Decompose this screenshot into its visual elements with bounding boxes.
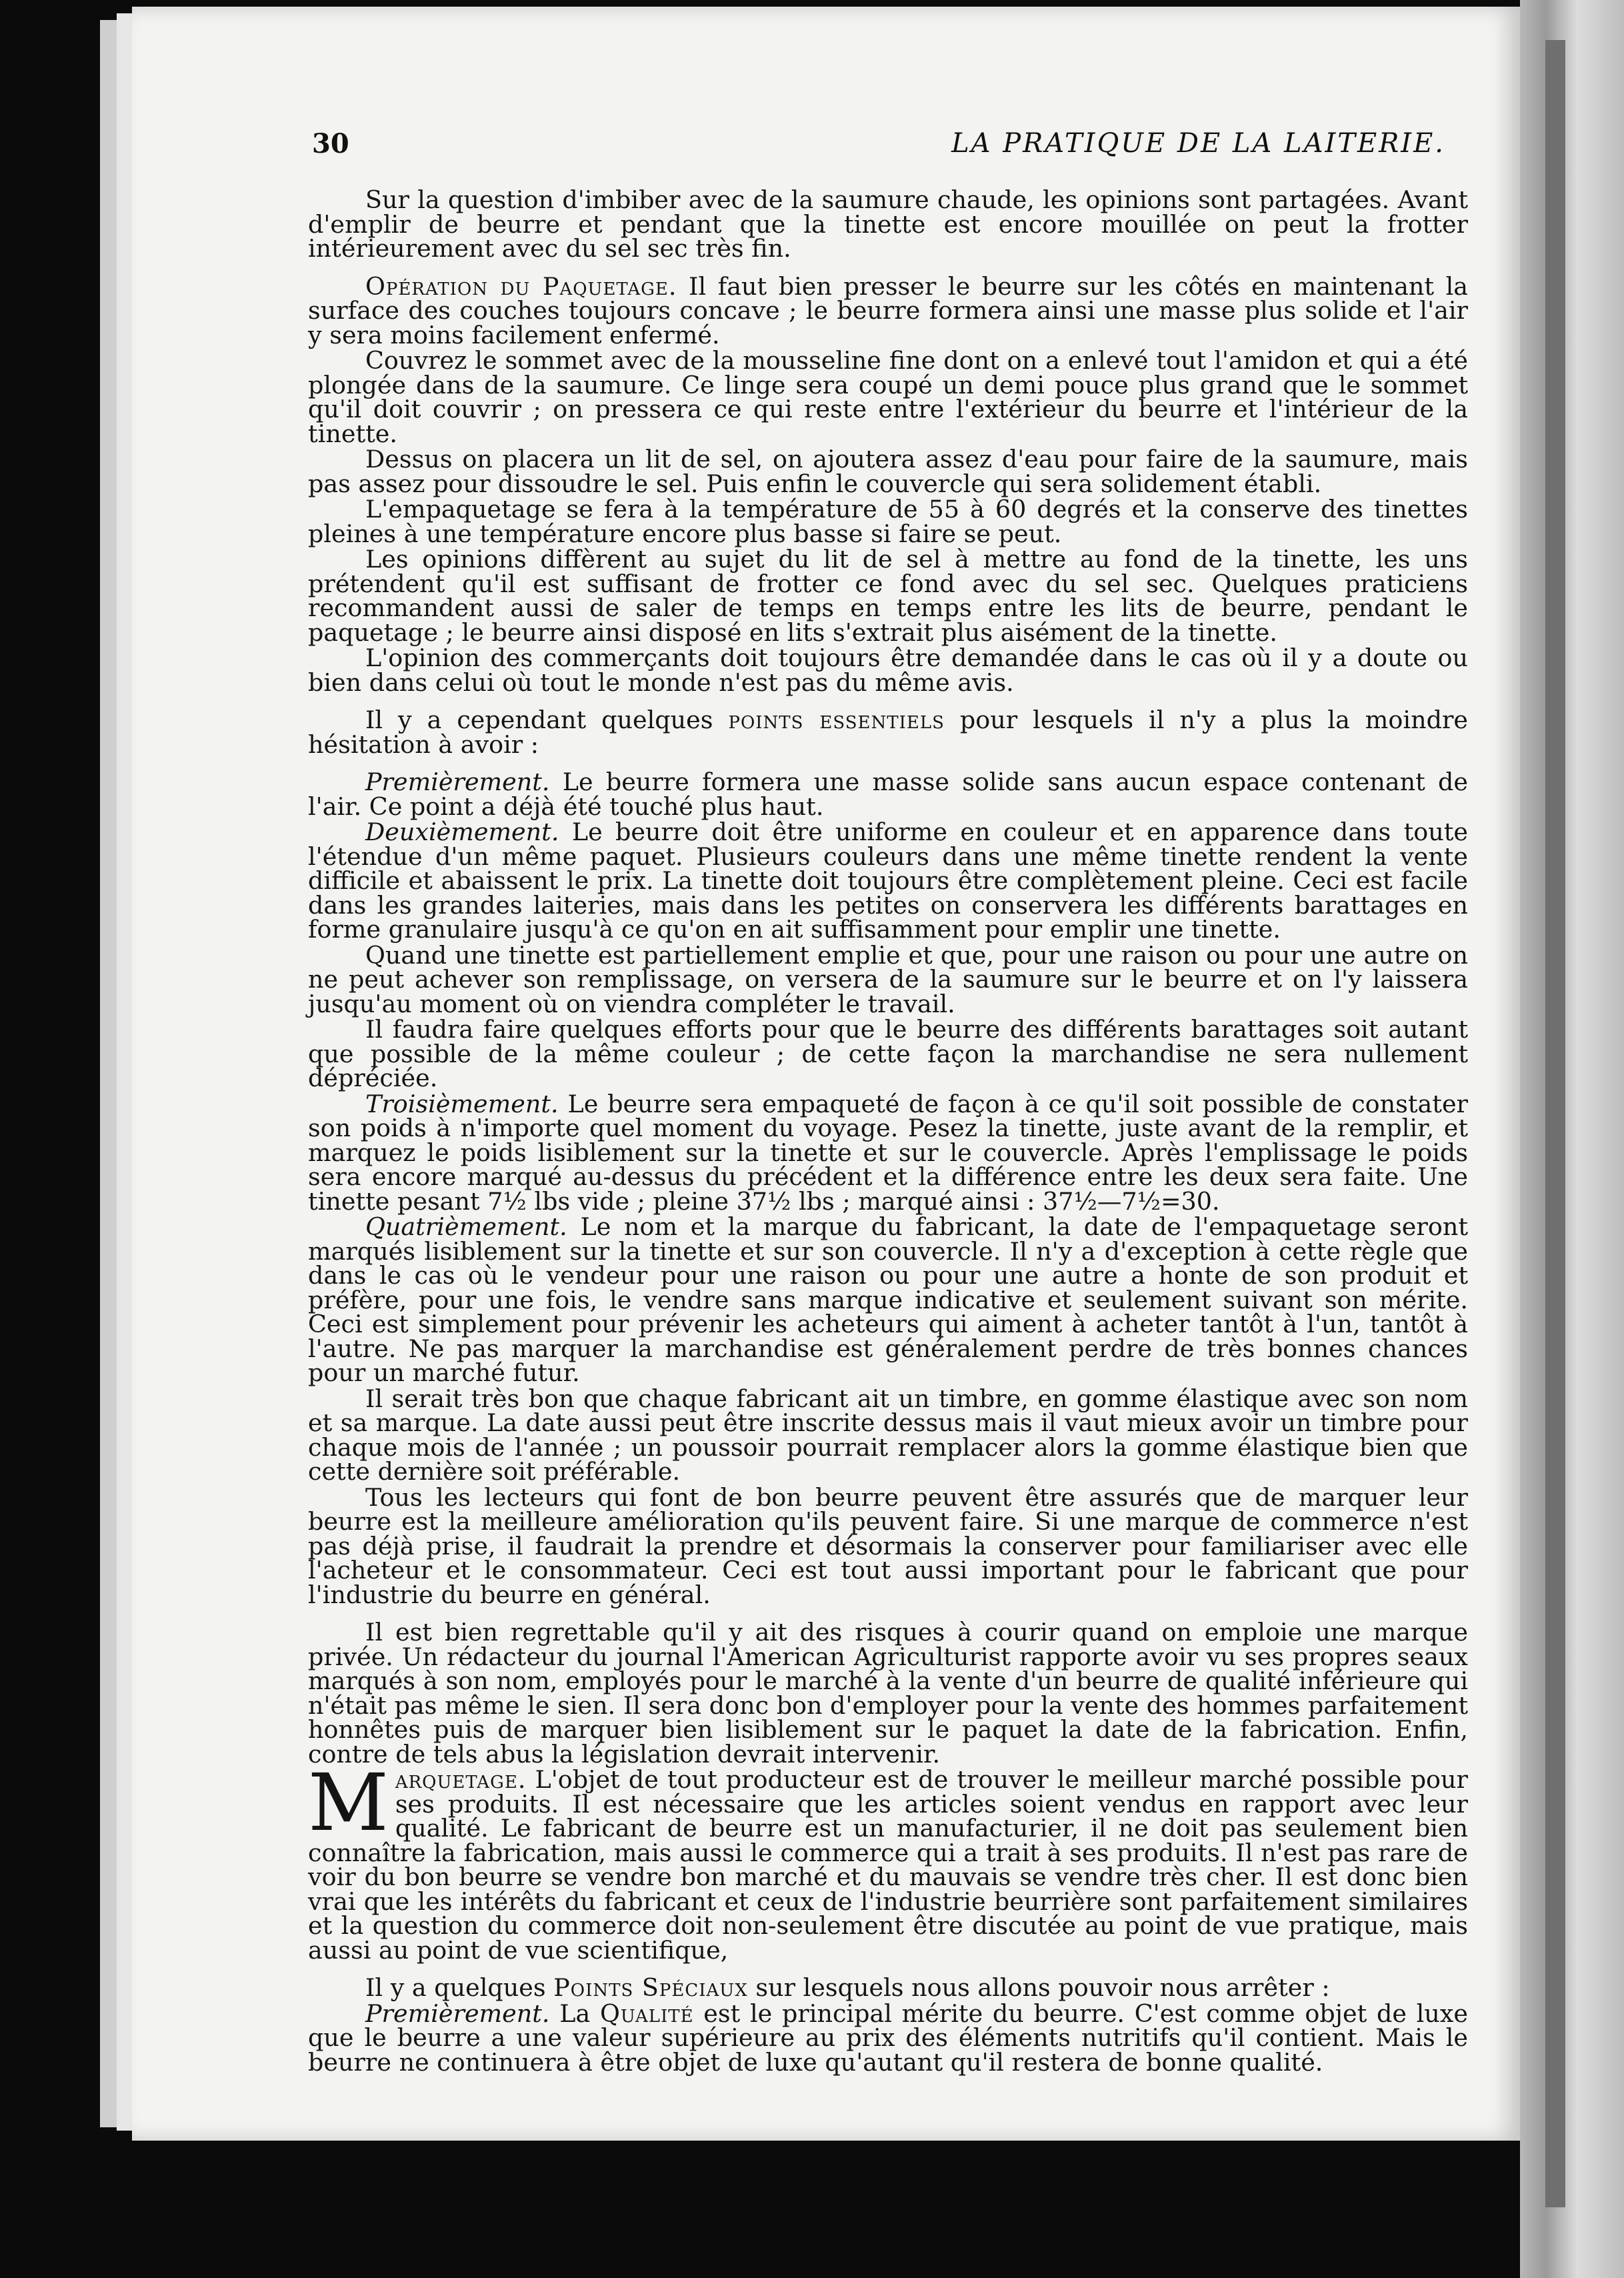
paragraph-text: Il faudra faire quelques efforts pour que le beurre des différents barattages soit autant que possible de la même couleur ; de cette façon la marchandise ne sera nullement dépréciée. bbox=[308, 1015, 1468, 1092]
section-lead: Opération du Paquetage. bbox=[365, 271, 677, 301]
page-header bbox=[312, 128, 1445, 168]
paragraph-text: Tous les lecteurs qui font de bon beurre peuvent être assurés que de marquer leur beurre est la meilleure amélioration qu'ils peuvent faire. Si une marque de commerce n'est pas déjà prise, il faudrait la prendre et désormais la conserver pour familiariser avec elle l'acheteur et le consommateur. Ceci est tout aussi important pour le fabricant que pour l'industrie du beurre en général. bbox=[308, 1482, 1468, 1609]
paragraph bbox=[308, 547, 1468, 645]
paragraph bbox=[308, 497, 1468, 546]
paragraph bbox=[308, 1089, 1468, 1216]
paragraph-pre: Il y a quelques bbox=[365, 1973, 554, 2002]
paragraph bbox=[308, 1620, 1468, 1767]
paragraph-text: Il serait très bon que chaque fabricant ait un timbre, en gomme élastique avec son nom et sa marque. La date aussi peut être inscrite dessus mais il vaut mieux avoir un timbre pour chaque mois de l'année ; un poussoir pourrait remplacer alors la gomme élastique bien que cette dernière soit préférable. bbox=[308, 1384, 1468, 1486]
paragraph-text: Dessus on placera un lit de sel, on ajoutera assez d'eau pour faire de la saumure, mais pas assez pour dissoudre le sel. Puis enfin le couvercle qui sera solidement établi. bbox=[308, 445, 1468, 498]
paragraph-text: Quand une tinette est partiellement emplie et que, pour une raison ou pour une autre on ne peut achever son remplissage, on versera de la saumure sur le beurre et on l'y laissera jusqu'au moment où on viendra compléter le travail. bbox=[308, 940, 1468, 1018]
section-lead: Qualité bbox=[599, 1999, 694, 2028]
section-lead: points essentiels bbox=[728, 706, 945, 734]
paragraph bbox=[308, 770, 1468, 819]
page-number: 30 bbox=[312, 128, 349, 159]
item-lead: Premièrement. bbox=[365, 768, 550, 796]
paragraph-text: L'objet de tout producteur est de trouver le meilleur marché possible pour ses produits. Il est nécessaire que les articles soient vendus en rapport avec leur qualité. Le fabricant de beurre est un manufacturier, il ne doit pas seulement bien connaître la fabrication, mais aussi le commerce qui a trait à ses produits. Il n'est pas rare de voir du bon beurre se vendre bon marché et du mauvais se vendre très cher. Il est donc bien vrai que les intérêts du fabricant et ceux de l'industrie beurrière sont parfaitement similaires et la question du commerce doit non-seulement être discutée au point de vue pratique, mais aussi au point de vue scientifique, bbox=[308, 1765, 1468, 1965]
paragraph bbox=[308, 820, 1468, 942]
paragraph-text: Il est bien regrettable qu'il y ait des risques à courir quand on emploie une marque privée. Un rédacteur du journal l'American Agriculturist rapporte avoir vu ses propres seaux marqués à son nom, employés pour le marché à la vente d'un beurre de qualité inférieure qui n'était pas même le sien. Il sera donc bon d'employer pour la vente des hommes parfaitement honnêtes puis de marquer bien lisiblement sur le paquet la date de la fabrication. Enfin, contre de tels abus la législation devrait intervenir. bbox=[308, 1618, 1468, 1769]
paragraph-text: Sur la question d'imbiber avec de la saumure chaude, les opinions sont partagées. Avant d'emplir de beurre et pendant que la tinette est encore mouillée on peut la frotter intérieurement avec du sel sec très fin. bbox=[308, 185, 1468, 263]
paragraph bbox=[308, 1015, 1468, 1092]
paragraph-text: L'opinion des commerçants doit toujours être demandée dans le cas où il y a doute ou bien dans celui où tout le monde n'est pas du même avis. bbox=[308, 644, 1468, 697]
paragraph-mid: La bbox=[549, 1999, 600, 2028]
section-heading: arquetage. bbox=[395, 1765, 527, 1794]
paragraph-text: est le principal mérite du beurre. C'est comme objet de luxe que le beurre a une valeur supérieure au prix des éléments nutritifs qu'il contient. Mais le beurre ne continuera à être objet de luxe qu'autant qu'il restera de bonne qualité. bbox=[308, 1999, 1468, 2077]
paragraph-text: Les opinions diffèrent au sujet du lit de sel à mettre au fond de la tinette, les uns prétendent qu'il est suffisant de frotter ce fond avec du sel sec. Quelques praticiens recommandent aussi de saler de temps en temps entre les lits de beurre, pendant le paquetage ; le beurre ainsi disposé en lits s'extrait plus aisément de la tinette. bbox=[308, 545, 1468, 647]
scan-edge-shadow bbox=[1545, 40, 1565, 2207]
paragraph-text: Le nom et la marque du fabricant, la date de l'empaquetage seront marqués lisiblement sur la tinette et sur son couvercle. Il n'y a d'exception à cette règle que dans le cas où le vendeur pour une raison ou pour une autre a honte de son produit et préfère, pour une fois, le vendre sans marque indicative et seulement suivant son mérite. Ceci est simplement pour prévenir les acheteurs qui aiment à acheter tantôt à l'un, tantôt à l'autre. Ne pas marquer la marchandise est généralement perdre de très bonnes chances pour un marché futur. bbox=[308, 1212, 1468, 1387]
paragraph bbox=[308, 447, 1468, 496]
paragraph-text: pour lesquels il n'y a plus la moindre hésitation à avoir : bbox=[308, 706, 1468, 759]
paragraph bbox=[308, 185, 1468, 263]
paragraph-text: Couvrez le sommet avec de la mousseline fine dont on a enlevé tout l'amidon et qui a été plongée dans de la saumure. Ce linge sera coupé un demi pouce plus grand que le sommet qu'il doit couvrir ; on pressera ce qui reste entre l'extérieur du beurre et l'intérieur de la tinette. bbox=[308, 346, 1468, 448]
page-body bbox=[308, 185, 1468, 2077]
item-lead: Premièrement. bbox=[365, 1999, 550, 2028]
paragraph bbox=[308, 346, 1468, 448]
paragraph bbox=[308, 646, 1468, 695]
paragraph-text: Il faut bien presser le beurre sur les côtés en maintenant la surface des couches toujours concave ; le beurre formera ainsi une masse plus solide et l'air y sera moins facilement enfermé. bbox=[308, 271, 1468, 349]
paragraph bbox=[308, 708, 1468, 757]
paragraph bbox=[308, 940, 1468, 1018]
paragraph bbox=[308, 1384, 1468, 1486]
paragraph bbox=[308, 1973, 1468, 2002]
paragraph-text: Le beurre sera empaqueté de façon à ce qu'il soit possible de constater son poids à n'importe quel moment du voyage. Pesez la tinette, juste avant de la remplir, et marquez le poids lisiblement sur la tinette et sur le couvercle. Après l'emplissage le poids sera encore marqué au-dessus du précédent et la différence entre les deux sera faite. Une tinette pesant 7½ lbs vide ; pleine 37½ lbs ; marqué ainsi : 37½—7½=30. bbox=[308, 1089, 1468, 1216]
paragraph-pre: Il y a cependant quelques bbox=[365, 706, 729, 734]
paragraph bbox=[308, 1482, 1468, 1609]
paragraph-text: sur lesquels nous allons pouvoir nous arrêter : bbox=[747, 1973, 1330, 2002]
section-lead: Points Spéciaux bbox=[553, 1973, 748, 2002]
book-spine bbox=[1520, 0, 1624, 2278]
item-lead: Quatrièmement. bbox=[365, 1212, 567, 1241]
paragraph bbox=[308, 271, 1468, 349]
paragraph bbox=[308, 1999, 1468, 2077]
item-lead: Deuxièmement. bbox=[365, 818, 559, 846]
section-marquetage bbox=[308, 1757, 1468, 1965]
paragraph-text: Le beurre doit être uniforme en couleur et en apparence dans toute l'étendue d'un même paquet. Plusieurs couleurs dans une même tinette rendent la vente difficile et abaissent le prix. La tinette doit toujours être complètement pleine. Ceci est facile dans les grandes laiteries, mais dans les petites on conservera les différents barattages en forme granulaire jusqu'à ce qu'on en ait suffisamment pour emplir une tinette. bbox=[308, 818, 1468, 944]
paragraph bbox=[308, 1212, 1468, 1387]
paragraph-text: L'empaquetage se fera à la température de 55 à 60 degrés et la conserve des tinettes pleines à une température encore plus basse si faire se peut. bbox=[308, 495, 1468, 548]
item-lead: Troisièmement. bbox=[365, 1089, 559, 1118]
paragraph-text: Le beurre formera une masse solide sans aucun espace contenant de l'air. Ce point a déjà été touché plus haut. bbox=[308, 768, 1468, 821]
drop-cap: M bbox=[308, 1757, 389, 1849]
running-title: LA PRATIQUE DE LA LAITERIE. bbox=[951, 128, 1445, 159]
